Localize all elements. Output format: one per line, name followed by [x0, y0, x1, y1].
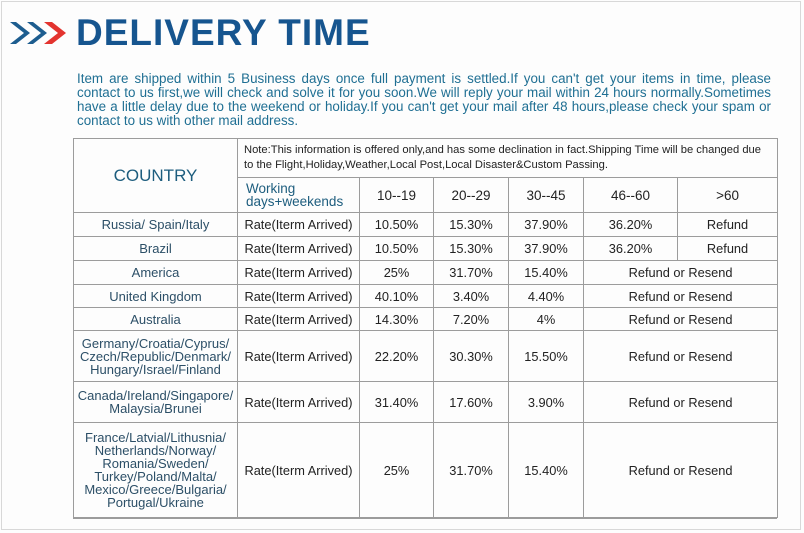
table-row: [74, 261, 778, 285]
country-cell: France/Latvial/Lithusnia/ Netherlands/Norway/ Romania/Sweden/ Turkey/Poland/Malta/ Mexico/Greece/Bulgaria/ Portugal/Ukraine: [74, 423, 238, 518]
rate-value: 15.30%: [434, 237, 509, 261]
page-title: DELIVERY TIME: [76, 12, 371, 53]
country-header: COUNTRY: [74, 139, 238, 213]
country-cell: Russia/ Spain/Italy: [74, 213, 238, 237]
rate-value: 31.70%: [434, 423, 509, 518]
range-header: 46--60: [584, 178, 678, 213]
rate-value: 15.40%: [509, 423, 584, 518]
country-cell: Brazil: [74, 237, 238, 261]
rate-value: 3.90%: [509, 382, 584, 423]
rate-value: 14.30%: [360, 308, 434, 331]
delivery-table: [73, 138, 778, 518]
bottom-divider: [73, 518, 777, 519]
rate-label: Rate(Iterm Arrived): [238, 331, 360, 382]
refund-resend-cell: Refund or Resend: [584, 308, 778, 331]
rate-label: Rate(Iterm Arrived): [238, 237, 360, 261]
range-header: 30--45: [509, 178, 584, 213]
table-row: [74, 308, 778, 331]
range-header: 20--29: [434, 178, 509, 213]
intro-text: Item are shipped within 5 Business days once full payment is settled.If you can't get your items in time, please contact to us first,we will check and solve it for you soon.We will reply your mail within 24 hours normally.Sometimes have a little delay due to the weekend or holiday.If you can't get your mail after 48 hours,please check your spam or contact to us with other mail address.: [77, 71, 771, 128]
table-row: [74, 213, 778, 237]
double-chevron-icon: [8, 18, 70, 48]
rate-label: Rate(Iterm Arrived): [238, 423, 360, 518]
country-cell: Canada/Ireland/Singapore/ Malaysia/Brunei: [74, 382, 238, 423]
table-row: [74, 331, 778, 382]
rate-value: 22.20%: [360, 331, 434, 382]
rate-value: 25%: [360, 261, 434, 285]
rate-value: 40.10%: [360, 285, 434, 308]
rate-value: Refund: [678, 237, 778, 261]
rate-label: Rate(Iterm Arrived): [238, 285, 360, 308]
rate-value: 7.20%: [434, 308, 509, 331]
rate-value: 25%: [360, 423, 434, 518]
rate-value: 36.20%: [584, 213, 678, 237]
rate-value: 10.50%: [360, 213, 434, 237]
rate-value: 10.50%: [360, 237, 434, 261]
rate-value: Refund: [678, 213, 778, 237]
country-cell: Australia: [74, 308, 238, 331]
rate-value: 4%: [509, 308, 584, 331]
rate-value: 4.40%: [509, 285, 584, 308]
refund-resend-cell: Refund or Resend: [584, 382, 778, 423]
working-days-header: Working days+weekends: [238, 178, 360, 213]
rate-value: 3.40%: [434, 285, 509, 308]
table-row: [74, 237, 778, 261]
country-cell: America: [74, 261, 238, 285]
rate-value: 36.20%: [584, 237, 678, 261]
rate-value: 15.30%: [434, 213, 509, 237]
range-header: >60: [678, 178, 778, 213]
rate-label: Rate(Iterm Arrived): [238, 213, 360, 237]
rate-value: 30.30%: [434, 331, 509, 382]
rate-label: Rate(Iterm Arrived): [238, 308, 360, 331]
refund-resend-cell: Refund or Resend: [584, 285, 778, 308]
header: [8, 10, 371, 56]
rate-value: 37.90%: [509, 213, 584, 237]
rate-value: 37.90%: [509, 237, 584, 261]
rate-label: Rate(Iterm Arrived): [238, 382, 360, 423]
table-row: [74, 285, 778, 308]
table-row: [74, 423, 778, 518]
country-cell: United Kingdom: [74, 285, 238, 308]
refund-resend-cell: Refund or Resend: [584, 261, 778, 285]
rate-label: Rate(Iterm Arrived): [238, 261, 360, 285]
range-header: 10--19: [360, 178, 434, 213]
table-row: [74, 382, 778, 423]
rate-value: 15.50%: [509, 331, 584, 382]
refund-resend-cell: Refund or Resend: [584, 331, 778, 382]
rate-value: 15.40%: [509, 261, 584, 285]
rate-value: 17.60%: [434, 382, 509, 423]
rate-value: 31.70%: [434, 261, 509, 285]
note-text: Note:This information is offered only,and has some declination in fact.Shipping Time will be changed due to the Flight,Holiday,Weather,Local Post,Local Disaster&Custom Passing.: [238, 139, 778, 178]
country-cell: Germany/Croatia/Cyprus/ Czech/Republic/Denmark/ Hungary/Israel/Finland: [74, 331, 238, 382]
refund-resend-cell: Refund or Resend: [584, 423, 778, 518]
rate-value: 31.40%: [360, 382, 434, 423]
